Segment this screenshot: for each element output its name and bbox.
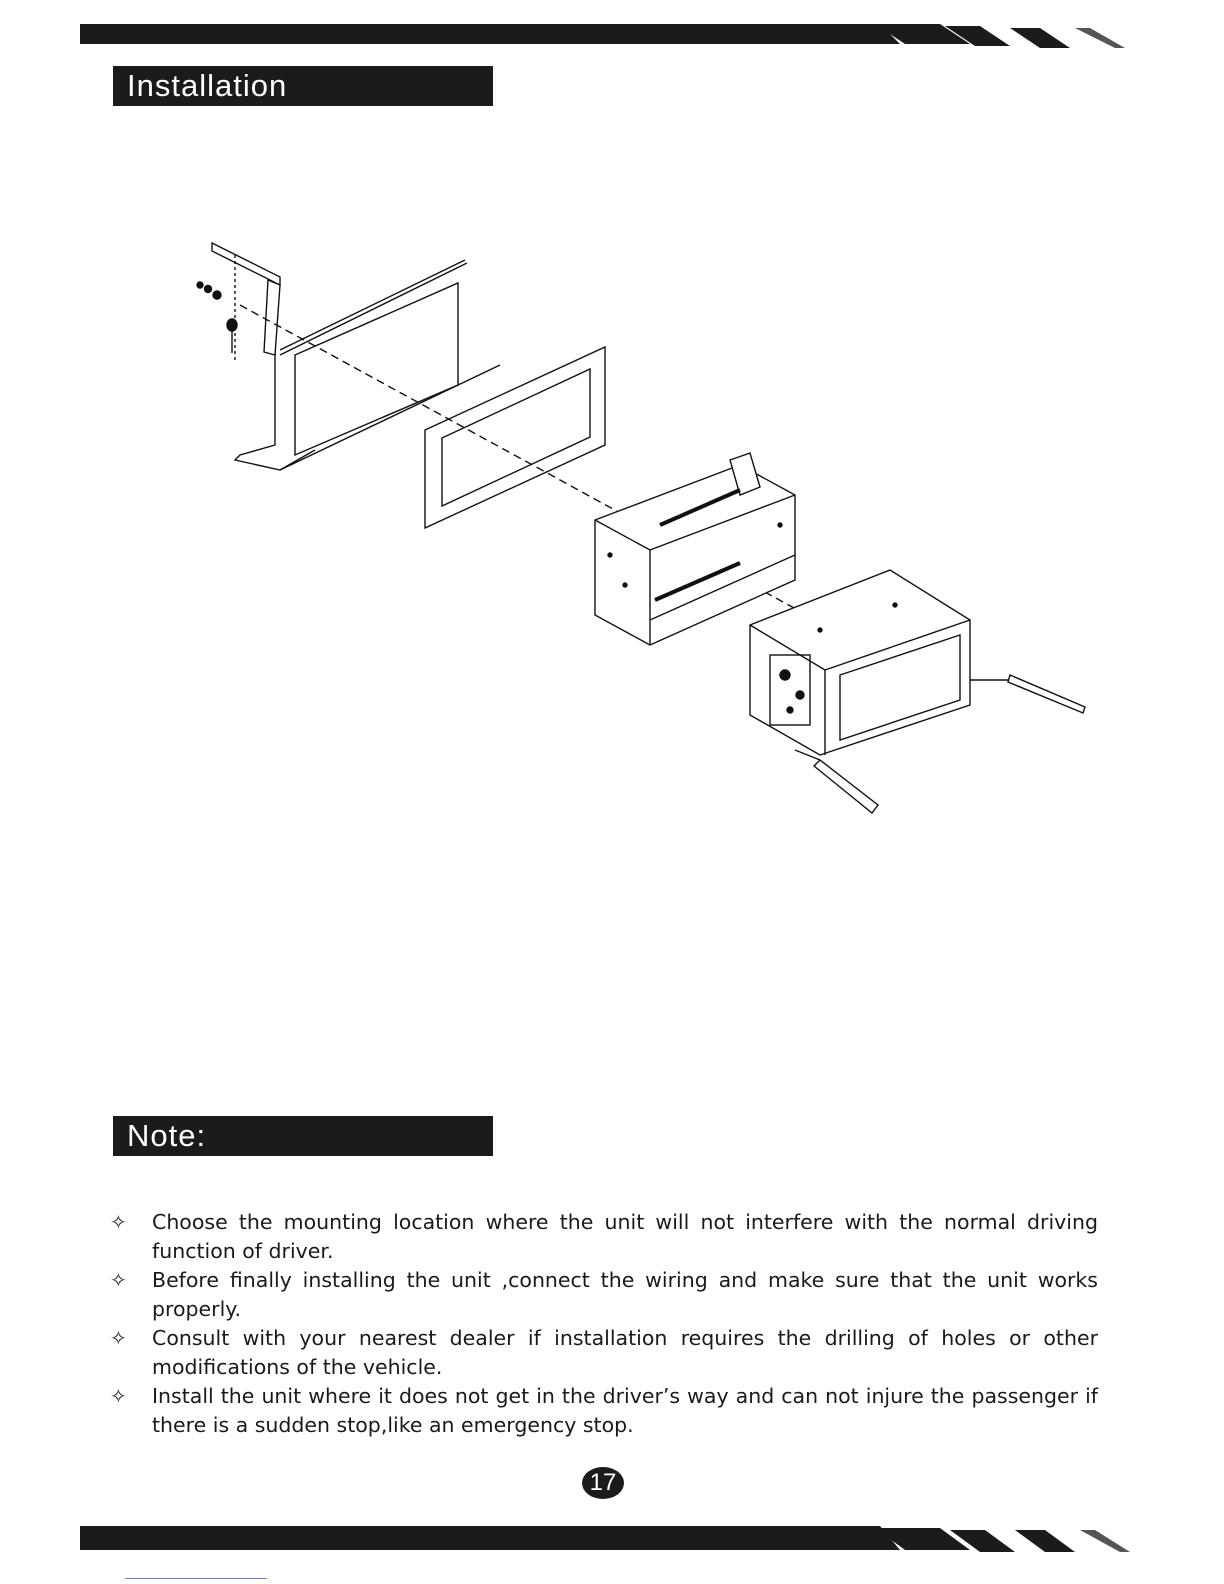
installation-header: Installation [113,66,493,106]
note-item: ✧ Consult with your nearest dealer if installation requires the drilling of holes or other modifications of the vehicle. [110,1326,1098,1379]
note-list [108,1208,1098,1440]
note-item: ✧ Choose the mounting location where the unit will not interfere with the normal driving function of driver. [110,1210,1098,1263]
trim-frame-drawing [425,347,605,528]
bullet-icon: ✧ [110,1268,127,1292]
mounting-sleeve-drawing [595,453,795,645]
note-item: ✧ Before finally installing the unit ,connect the wiring and make sure that the unit works properly. [110,1268,1098,1321]
footer-underline [125,1578,267,1579]
note-item: ✧ Install the unit where it does not get in the driver’s way and can not injure the passenger if there is a sudden stop,like an emergency stop. [110,1384,1098,1437]
bottom-decorative-band [80,1518,1140,1558]
bullet-icon: ✧ [110,1384,127,1408]
removal-key-left-drawing [795,750,878,813]
note-header: Note: [113,1116,493,1156]
bullet-icon: ✧ [110,1326,127,1350]
top-decorative-band [80,18,1140,58]
removal-key-right-drawing [970,675,1085,713]
side-bracket-drawing [197,243,280,360]
head-unit-drawing [750,570,970,755]
page-number-badge: 17 [582,1467,624,1499]
installation-diagram [180,225,1120,845]
bullet-icon: ✧ [110,1210,127,1234]
